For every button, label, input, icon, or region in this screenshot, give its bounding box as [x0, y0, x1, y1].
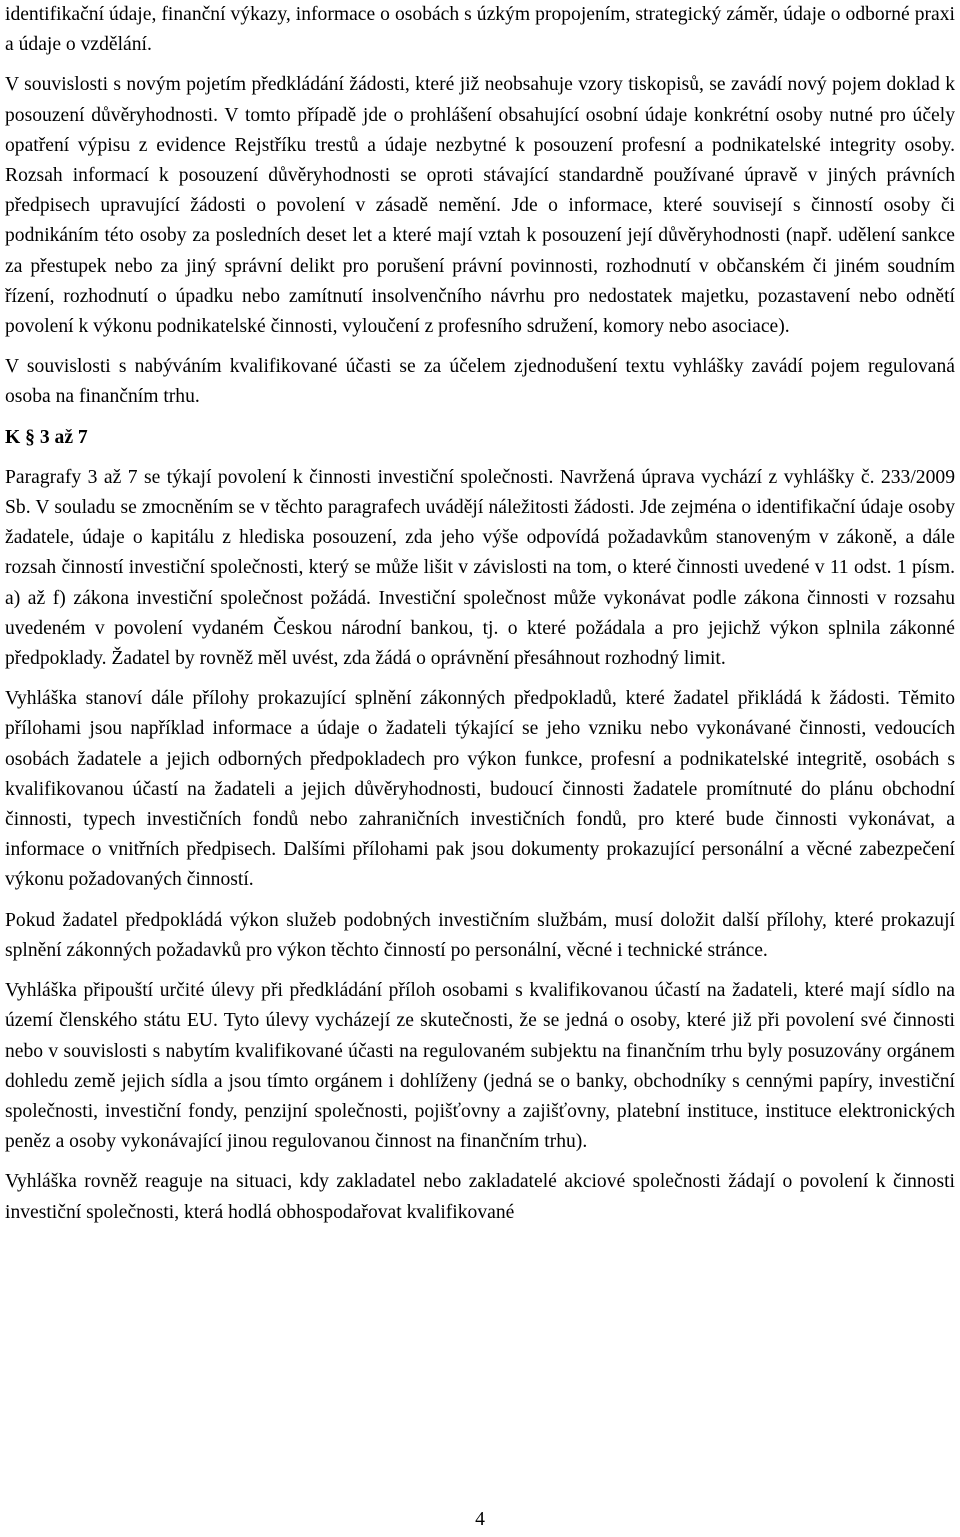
paragraph-prilohy: Vyhláška stanoví dále přílohy prokazující splnění zákonných předpokladů, které žadatel přikládá k žádosti. Těmito přílohami jsou například informace a údaje o žadateli týkající se jeho vzniku nebo vykonávané činnosti, vedoucích osobách žadatele a jejich odborných předpokladech pro výkon funkce, profesní a podnikatelské integritě, osobách s kvalifikovanou účastí na žadateli a jejich důvěryhodnosti, budoucí činnosti žadatele promítnuté do plánu obchodní činnosti, typech investičních fondů nebo zahraničních investičních fondů, pro které bude činnosti vykonávat, a informace o vnitřních předpisech. Dalšími přílohami pak jsou dokumenty prokazující personální a věcné zabezpečení výkonu požadovaných činností. [5, 688, 955, 891]
page-number: 4 [475, 1509, 485, 1530]
paragraph-ulevy: Vyhláška připouští určité úlevy při předkládání příloh osobami s kvalifikovanou účastí na žadateli, které mají sídlo na území členského státu EU. Tyto úlevy vycházejí ze skutečnosti, že se jedná o osoby, které již při povolení své činnosti nebo v souvislosti s nabytím kvalifikované účasti na regulovaném subjektu na finančním trhu byly posuzovány orgánem dohledu země jejich sídla a jsou tímto orgánem i dohlíženy (jedná se o banky, obchodníky s cennými papíry, investiční společnosti, investiční fondy, penzijní společnosti, pojišťovny a zajišťovny, platební instituce, instituce elektronických peněz a osoby vykonávající jinou regulovanou činnost na finančním trhu). [5, 980, 955, 1153]
paragraph-regulovana-osoba: V souvislosti s nabýváním kvalifikované účasti se za účelem zjednodušení textu vyhlášky zavádí pojem regulovaná osoba na finančním trhu. [5, 356, 955, 408]
paragraph-paragrafy-3-az-7: Paragrafy 3 až 7 se týkají povolení k činnosti investiční společnosti. Navržená úprava vychází z vyhlášky č. 233/2009 Sb. V souladu se zmocněním se v těchto paragrafech uvádějí náležitosti žádosti. Jde zejména o identifikační údaje osoby žadatele, údaje o kapitálu z hlediska posouzení, zda jeho výše odpovídá požadavkům stanoveným v zákoně, a dále rozsah činností investiční společnosti, který se může lišit v závislosti na tom, o které činnosti uvedené v 11 odst. 1 písm. a) až f) zákona investiční společnost požádá. Investiční společnost může vykonávat podle zákona činnosti v rozsahu uvedeném v povolení vydaném Českou národní bankou, tj. o které požádala a pro jejichž výkon splnila zákonné předpoklady. Žadatel by rovněž měl uvést, zda žádá o oprávnění přesáhnout rozhodný limit. [5, 466, 955, 670]
paragraph-doklad-duveryhodnosti: V souvislosti s novým pojetím předkládání žádosti, které již neobsahuje vzory tiskopisů, se zavádí nový pojem doklad k posouzení důvěryhodnosti. V tomto případě jde o prohlášení obsahující osobní údaje konkrétní osoby nutné pro účely opatření výpisu z evidence Rejstříku trestů a údaje nezbytné k posouzení profesní a podnikatelské integrity osoby. Rozsah informací k posouzení důvěryhodnosti se oproti stávající standardně používané úpravě v jiných právních předpisech upravující žádosti o povolení v zásadě nemění. Jde o informace, které souvisejí s činností osoby či podnikáním této osoby za posledních deset let a které mají vztah k posouzení její důvěryhodnosti (např. udělení sankce za přestupek nebo za jiný správní delikt pro porušení právní povinnosti, rozhodnutí v občanském či jiném soudním řízení, rozhodnutí o úpadku nebo zamítnutí insolvenčního návrhu pro nedostatek majetku, pozastavení nebo odnětí povolení k výkonu podnikatelské činnosti, vyloučení z profesního sdružení, komory nebo asociace). [5, 74, 955, 338]
document-page [5, 0, 955, 1228]
paragraph-zakladatel: Vyhláška rovněž reaguje na situaci, kdy zakladatel nebo zakladatelé akciové společnosti žádají o povolení k činnosti investiční společnosti, která hodlá obhospodařovat kvalifikované [5, 1171, 955, 1223]
paragraph-continuation: identifikační údaje, finanční výkazy, informace o osobách s úzkým propojením, strategický záměr, údaje o odborné praxi a údaje o vzdělání. [5, 4, 955, 56]
section-heading: K § 3 až 7 [5, 426, 88, 448]
paragraph-sluzby: Pokud žadatel předpokládá výkon služeb podobných investičním službám, musí doložit další přílohy, které prokazují splnění zákonných požadavků pro výkon těchto činností po personální, věcné i technické stránce. [5, 909, 955, 961]
